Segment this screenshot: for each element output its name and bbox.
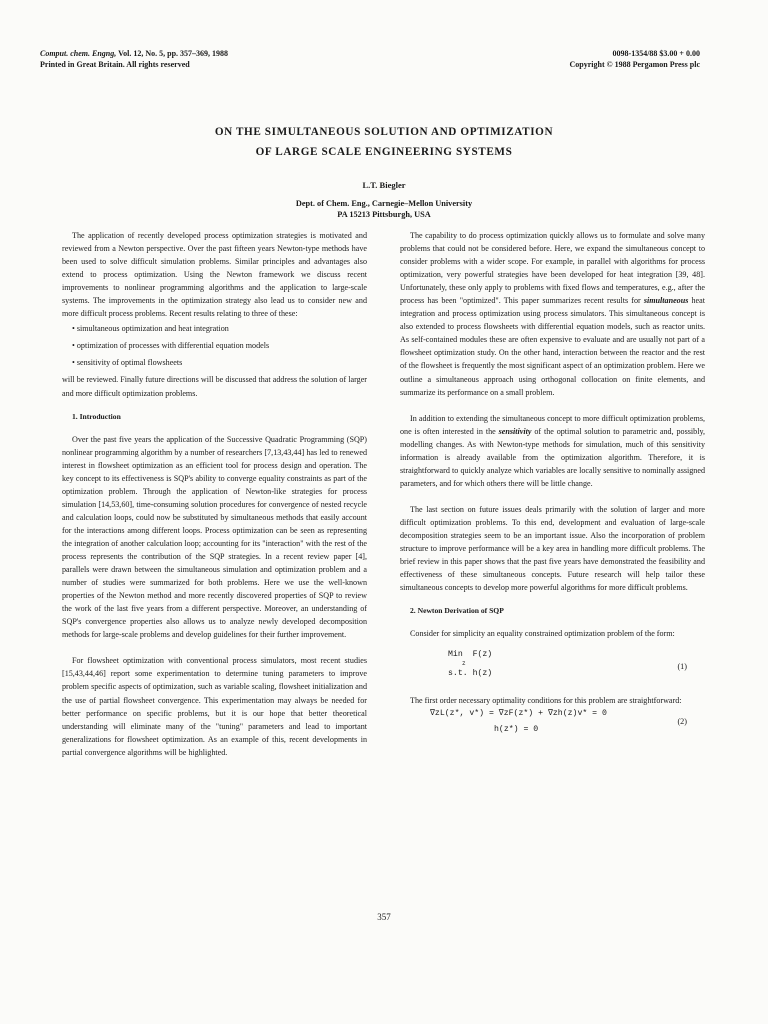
- left-column: [62, 229, 367, 759]
- body-paragraph: Consider for simplicity an equality constrained optimization problem of the form:: [410, 629, 675, 639]
- body-paragraph: The capability to do process optimization quickly allows us to formulate and solve many problems that could not be considered before. Here, we expand the simultaneous concept to consider problems with a wider scope. For example, in parallel with algorithms for process optimization, very powerful strategies have been developed for heat integration [39, 48]. Unfortunately, these only apply to problems with fixed flows and temperatures, e.g., after the process has been "optimized". This paper summarizes recent results for simultaneous heat integration and process optimization using process simulators. This simultaneous concept is also extended to process flowsheets with differential equation models, such as reactor units. As self-contained modules these are often expensive to evaluate and are usually not part of a flowsheet optimization study. On the other hand, interaction between the reactor and the rest of the flowsheet is frequently the most significant aspect of an optimization problem. Here we outline a simultaneous approach using orthogonal collocation on finite elements, and summarize its performance on a small problem.: [400, 231, 705, 397]
- issn-code: 0098-1354/88 $3.00 + 0.00: [612, 49, 700, 58]
- equation-1-objective: Min F(z): [448, 650, 493, 660]
- printed-note: Printed in Great Britain. All rights reserved: [40, 60, 190, 69]
- abstract-paragraph: The application of recently developed process optimization strategies is motivated and reviewed from a Newton perspective. Over the past fifteen years Newton-type methods have been used to solve difficult simulation problems. Similar principles and advantages also extend to process optimization. Using the Newton framework we discuss recent improvements to nonlinear programming algorithms and the application to large-scale systems. The improvements in the optimization strategy also lead us to consider new and more difficult process problems. Recent results relating to three of these:: [62, 231, 367, 319]
- affiliation: [0, 198, 768, 220]
- journal-header: [40, 48, 228, 70]
- equation-number: (2): [677, 717, 687, 727]
- right-column: [400, 229, 705, 737]
- body-paragraph: In addition to extending the simultaneous concept to more difficult optimization problems, one is often interested in the sensitivity of the optimal solution to parametric and, possibly, modelling changes. As with Newton-type methods for simulation, much of this sensitivity information is already available from the optimization algorithm. Therefore, it is straightforward to quickly analyze which variables are locally sensitive to nominally assigned parameters, and for which others there will be little change.: [400, 413, 705, 488]
- title-line-1: ON THE SIMULTANEOUS SOLUTION AND OPTIMIZATION: [214, 126, 554, 138]
- journal-citation: Vol. 12, No. 5, pp. 357–369, 1988: [118, 49, 229, 58]
- affiliation-line-2: PA 15213 Pittsburgh, USA: [337, 210, 431, 219]
- abstract-bullet-list: [62, 322, 367, 369]
- paper-title: [0, 122, 768, 162]
- equation-1: [448, 648, 705, 688]
- equation-1-subscript: z: [462, 660, 466, 668]
- emphasis-sensitivity: sensitivity: [498, 426, 532, 436]
- section-heading-newton: 2. Newton Derivation of SQP: [410, 606, 504, 616]
- title-line-2: OF LARGE SCALE ENGINEERING SYSTEMS: [255, 146, 513, 158]
- body-paragraph: The last section on future issues deals primarily with the solution of larger and more difficult optimization problems. To this end, development and evaluation of large-scale decomposition strategies seem to be an important issue. Also the incorporation of problem structure to improve performance will be a key area in handling more difficult problems. The brief review in this paper shows that the past five years have demonstrated the feasibility and effectiveness of these simultaneous concepts. Future research will help tailor these simultaneous concepts to develop more powerful algorithms for more difficult problems.: [400, 504, 705, 593]
- emphasis-simultaneous: simultaneous: [643, 296, 689, 306]
- abstract-bullet: • sensitivity of optimal flowsheets: [72, 358, 183, 368]
- body-paragraph: The first order necessary optimality conditions for this problem are straightforward:: [410, 696, 682, 706]
- intro-paragraph: Over the past five years the application of the Successive Quadratic Programming (SQP) nonlinear programming algorithm by a number of researchers [7,13,43,44] has led to renewed interest in flowsheet optimization as an efficient tool for process design and operation. The key concept to its effectiveness is SQP's ability to converge equality constraints as part of the optimization problem. Through the application of Newton-like strategies for process simulation [14,53,60], time-consuming solution procedures for convergence of nested recycle and calculation loops, could now be substituted by simultaneous methods that easily account for the interactions among different loops. Process optimization can be seen as representing the integration of another calculation loop; accounting for its "interaction" with the rest of the process represents the contribution of the SQP strategies. In a recent review paper [4], parallels were drawn between the simultaneous simulation and optimization problem and a number of studies were summarized for both problems. Here we use the well-known properties of the Newton method and more recently discovered properties of SQP to review the work of the last five years from a different perspective. Moreover, an understanding of SQP's convergence properties also allows us to analyze newly developed decomposition methods for large-scale problems and develop guidelines for their further improvement.: [62, 434, 367, 640]
- equation-2-constraint: h(z*) = 0: [494, 725, 539, 735]
- equation-1-constraint: s.t. h(z): [448, 669, 493, 679]
- intro-paragraph: For flowsheet optimization with conventional process simulators, most recent studies [15,43,44,46] report some experimentation to determine tuning parameters to improve problem specific aspects of optimization, such as variable scaling, flowsheet initialization and the use of partial flowsheet convergence. This experimentation may always be needed for better performance on specific problems, but it is our hope that better theoretical understanding will eliminate many of the "tuning" parameters and lead to important generalizations for flowsheet optimization. As an example of this, recent developments in partial convergence algorithms will be highlighted.: [62, 656, 367, 757]
- affiliation-line-1: Dept. of Chem. Eng., Carnegie–Mellon University: [295, 199, 473, 208]
- abstract-end: will be reviewed. Finally future directions will be discussed that address the solution of larger and more difficult optimization problems.: [62, 375, 367, 398]
- equation-2-gradient: ∇zL(z*, v*) = ∇zF(z*) + ∇zh(z)v* = 0: [430, 709, 607, 719]
- equation-2: [430, 707, 705, 737]
- equation-number: (1): [677, 662, 687, 672]
- page-number: 357: [377, 912, 391, 922]
- author-name: L.T. Biegler: [362, 180, 406, 190]
- abstract-bullet: • simultaneous optimization and heat integration: [72, 324, 229, 334]
- section-heading-introduction: 1. Introduction: [72, 411, 121, 421]
- copyright-line: Copyright © 1988 Pergamon Press plc: [569, 60, 700, 69]
- copyright-header: [570, 48, 700, 70]
- journal-name: Comput. chem. Engng,: [40, 49, 117, 58]
- abstract-bullet: • optimization of processes with differential equation models: [72, 341, 270, 351]
